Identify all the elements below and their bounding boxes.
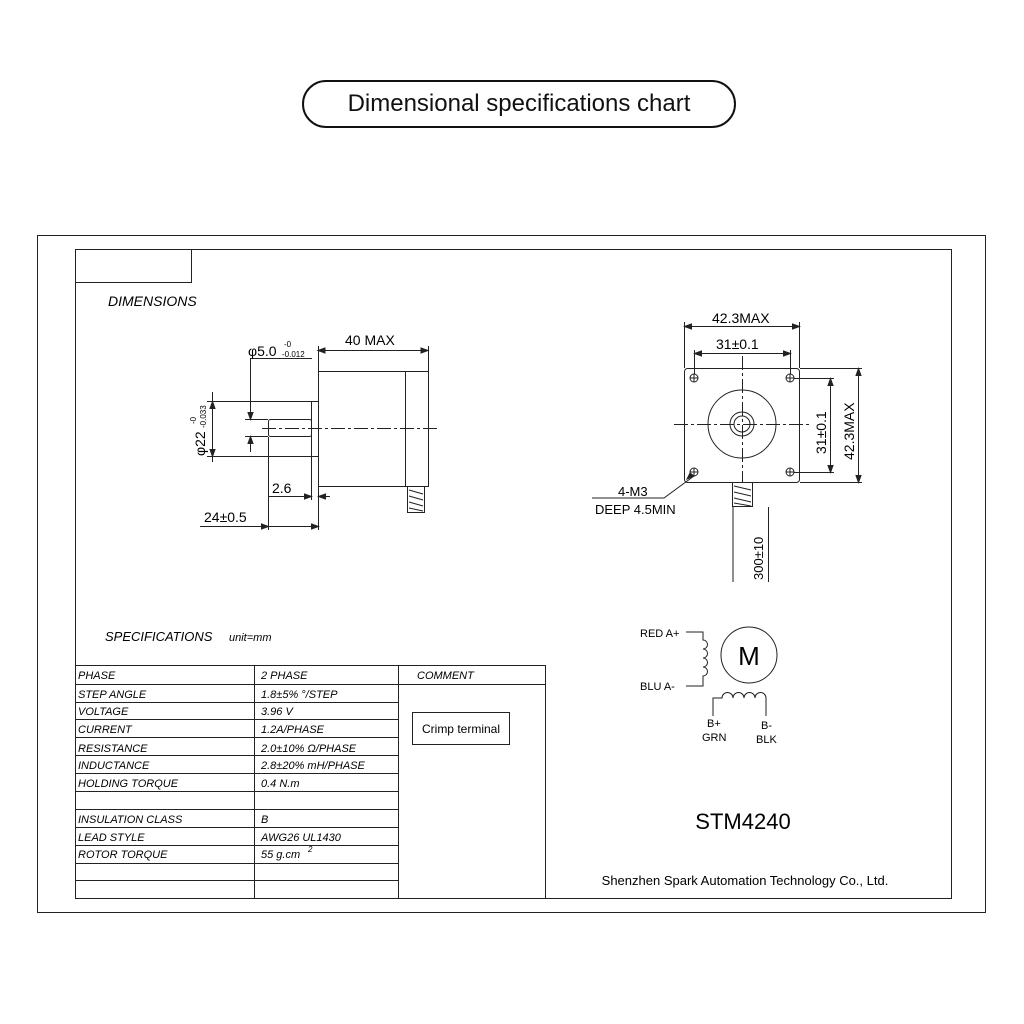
spec-name: RESISTANCE — [78, 743, 148, 755]
specifications-heading: SPECIFICATIONS — [105, 629, 213, 644]
page-title: Dimensional specifications chart — [302, 80, 736, 128]
blk-label: BLK — [756, 734, 777, 746]
length-40-label: 40 MAX — [345, 332, 395, 348]
spec-name: LEAD STYLE — [78, 832, 145, 844]
specs-table — [75, 670, 398, 899]
spec-value: B — [261, 814, 269, 826]
spec-name: VOLTAGE — [78, 706, 129, 718]
spec-name: CURRENT — [78, 724, 132, 736]
shaft-length-label: 24±0.5 — [204, 509, 247, 525]
b-plus-label: B+ — [707, 718, 721, 730]
model-name: STM4240 — [695, 809, 791, 834]
height-max-label: 42.3MAX — [841, 402, 857, 460]
comment-header: COMMENT — [417, 670, 474, 682]
boss-length-label: 2.6 — [272, 480, 292, 496]
blu-a-minus-label: BLU A- — [640, 681, 675, 693]
spec-name: HOLDING TORQUE — [78, 778, 179, 790]
spec-value: 0.4 N.m — [261, 778, 300, 790]
spec-value: AWG26 UL1430 — [261, 832, 341, 844]
red-a-plus-label: RED A+ — [640, 628, 680, 640]
spec-value: 1.8±5% °/STEP — [261, 689, 338, 701]
spec-name: INSULATION CLASS — [78, 814, 183, 826]
lead-length-label: 300±10 — [751, 536, 766, 580]
spec-name: STEP ANGLE — [78, 689, 147, 701]
spec-value: 3.96 V — [261, 706, 293, 718]
spec-name: PHASE — [78, 670, 116, 682]
wiring-diagram — [686, 627, 777, 716]
grn-label: GRN — [702, 732, 727, 744]
unit-label: unit=mm — [229, 632, 272, 644]
spec-name: INDUCTANCE — [78, 760, 150, 772]
boss-dia-tol-upper: -0 — [189, 416, 198, 424]
spec-value: 2.8±20% mH/PHASE — [261, 760, 365, 772]
title-block-cell — [76, 250, 192, 283]
company-name: Shenzhen Spark Automation Technology Co., Ltd. — [601, 873, 889, 888]
shaft-dia-tol-lower: -0.012 — [282, 350, 305, 359]
boss-dia-tol-lower: -0.033 — [199, 405, 208, 428]
thread-label: 4-M3 — [618, 484, 648, 499]
shaft-dia-tol-upper: -0 — [284, 340, 292, 349]
spec-value: 1.2A/PHASE — [261, 724, 324, 736]
shaft-dia-label: φ5.0 — [248, 343, 277, 359]
inner-frame — [76, 250, 952, 899]
height-hole-spacing-label: 31±0.1 — [813, 411, 829, 454]
b-minus-label: B- — [761, 720, 772, 732]
rotor-torque-unit-exponent: 2 — [308, 845, 313, 854]
spec-value: 2.0±10% Ω/PHASE — [261, 743, 357, 755]
dimensions-heading: DIMENSIONS — [108, 293, 197, 309]
depth-label: DEEP 4.5MIN — [595, 502, 676, 517]
motor-symbol: M — [738, 641, 760, 671]
comment-text: Crimp terminal — [421, 722, 501, 736]
boss-dia-label: φ22 — [192, 431, 208, 456]
width-max-label: 42.3MAX — [712, 310, 770, 326]
outer-frame — [38, 236, 986, 913]
hole-spacing-label: 31±0.1 — [716, 336, 759, 352]
spec-name: ROTOR TORQUE — [78, 849, 168, 861]
spec-value: 55 g.cm — [261, 849, 301, 861]
spec-value: 2 PHASE — [261, 670, 308, 682]
side-view — [200, 346, 440, 530]
